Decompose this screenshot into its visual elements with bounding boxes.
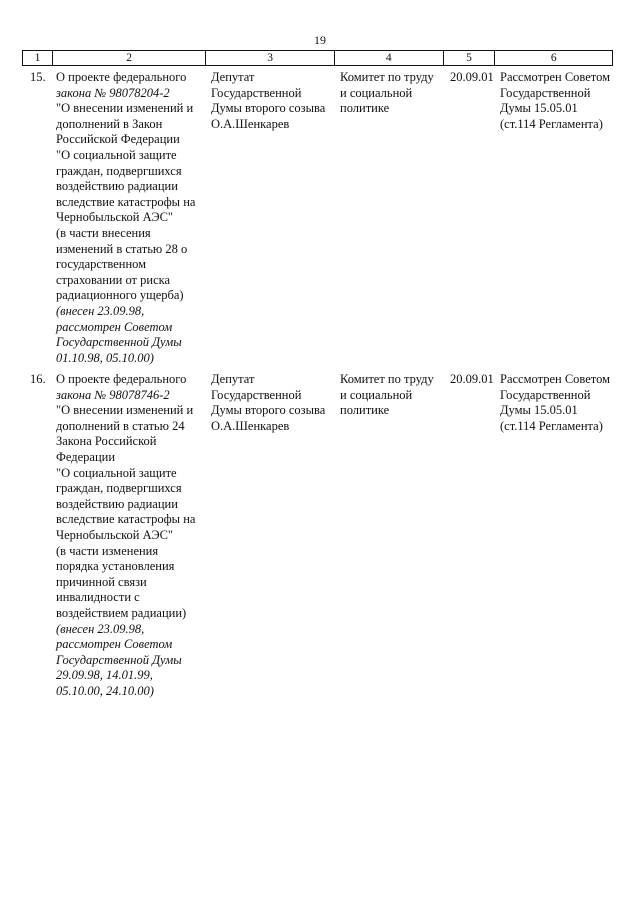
entry-author: [206, 372, 335, 699]
history-note-line: 05.10.00, 24.10.00): [56, 683, 154, 698]
column-header-5: 5: [444, 51, 496, 65]
history-note-line: рассмотрен Советом: [56, 319, 173, 334]
page-number: 19: [314, 33, 326, 47]
description-line: граждан, подвергшихся: [56, 163, 182, 178]
author-line: О.А.Шенкарев: [211, 418, 290, 433]
entry-author: [206, 70, 335, 366]
result-line: Думы 15.05.01: [500, 403, 578, 418]
description-line: "О внесении изменений и: [56, 403, 194, 418]
description-line: причинной связи: [56, 574, 147, 589]
description-line: Чернобыльской АЭС": [56, 210, 174, 225]
description-line: порядка установления: [56, 559, 175, 574]
entry-number: 15.: [30, 70, 46, 84]
description-line: Чернобыльской АЭС": [56, 527, 174, 542]
description-line: граждан, подвергшихся: [56, 481, 182, 496]
entry-committee: [335, 372, 444, 699]
column-header-4: 4: [335, 51, 444, 65]
entry-date: 20.09.01: [450, 70, 494, 84]
history-note-line: (внесен 23.09.98,: [56, 621, 145, 636]
history-note-line: 01.10.98, 05.10.00): [56, 350, 154, 365]
description-line: радиационного ущерба): [56, 288, 184, 303]
description-line: (в части внесения: [56, 225, 151, 240]
result-line: Рассмотрен Советом: [500, 70, 611, 84]
author-line: Думы второго созыва: [211, 403, 326, 418]
description-line: страховании от риска: [56, 272, 171, 287]
committee-line: и социальной: [340, 387, 413, 402]
committee-line: Комитет по труду: [340, 372, 434, 386]
result-line: Рассмотрен Советом: [500, 372, 611, 386]
entry-date: 20.09.01: [450, 372, 494, 386]
author-line: Депутат: [211, 372, 255, 386]
entry-result: [496, 70, 613, 366]
committee-line: политике: [340, 403, 390, 418]
author-line: Государственной: [211, 85, 302, 100]
description-line: дополнений в Закон: [56, 116, 163, 131]
author-line: О.А.Шенкарев: [211, 116, 290, 131]
description-line: дополнений в статью 24: [56, 418, 185, 433]
description-line: "О социальной защите: [56, 465, 177, 480]
description-line: "О внесении изменений и: [56, 101, 194, 116]
description-line: Закона Российской: [56, 434, 157, 449]
history-note-line: Государственной Думы: [56, 335, 182, 350]
description-line: (в части изменения: [56, 543, 159, 558]
description-line: "О социальной защите: [56, 147, 177, 162]
description-line: Федерации: [56, 449, 116, 464]
history-note-line: рассмотрен Советом: [56, 637, 173, 652]
entry-result: [496, 372, 613, 699]
committee-line: и социальной: [340, 85, 413, 100]
description-line: вследствие катастрофы на: [56, 512, 196, 527]
history-note-line: Государственной Думы: [56, 652, 182, 667]
column-header-6: 6: [550, 52, 557, 64]
description-line: воздействием радиации): [56, 605, 187, 620]
committee-line: политике: [340, 101, 390, 116]
description-line: О проекте федерального: [56, 70, 187, 84]
column-header-3: 3: [206, 51, 335, 65]
committee-line: Комитет по труду: [340, 70, 434, 84]
entry-description: [52, 372, 206, 699]
entry-number: 16.: [30, 372, 46, 386]
table-row-16: [22, 372, 613, 699]
result-line: Государственной: [500, 85, 591, 100]
description-line: инвалидности с: [56, 590, 140, 605]
result-line: (ст.114 Регламента): [500, 418, 603, 433]
author-line: Государственной: [211, 387, 302, 402]
entry-committee: [335, 70, 444, 366]
table-header-row: [22, 50, 613, 66]
description-line: О проекте федерального: [56, 372, 187, 386]
history-note-line: 29.09.98, 14.01.99,: [56, 668, 153, 683]
column-header-2: 2: [53, 51, 206, 65]
description-line: воздействию радиации: [56, 179, 178, 194]
history-note-line: (внесен 23.09.98,: [56, 303, 145, 318]
description-line: вследствие катастрофы на: [56, 194, 196, 209]
entry-description: [52, 70, 206, 366]
result-line: Государственной: [500, 387, 591, 402]
description-line: государственном: [56, 257, 147, 272]
bill-number: закона № 98078204-2: [56, 85, 170, 100]
result-line: (ст.114 Регламента): [500, 116, 603, 131]
column-header-1: 1: [23, 51, 53, 65]
author-line: Депутат: [211, 70, 255, 84]
description-line: изменений в статью 28 о: [56, 241, 188, 256]
author-line: Думы второго созыва: [211, 101, 326, 116]
bill-number: закона № 98078746-2: [56, 387, 170, 402]
description-line: Российской Федерации: [56, 132, 180, 147]
result-line: Думы 15.05.01: [500, 101, 578, 116]
description-line: воздействию радиации: [56, 496, 178, 511]
table-row-15: [22, 70, 613, 366]
